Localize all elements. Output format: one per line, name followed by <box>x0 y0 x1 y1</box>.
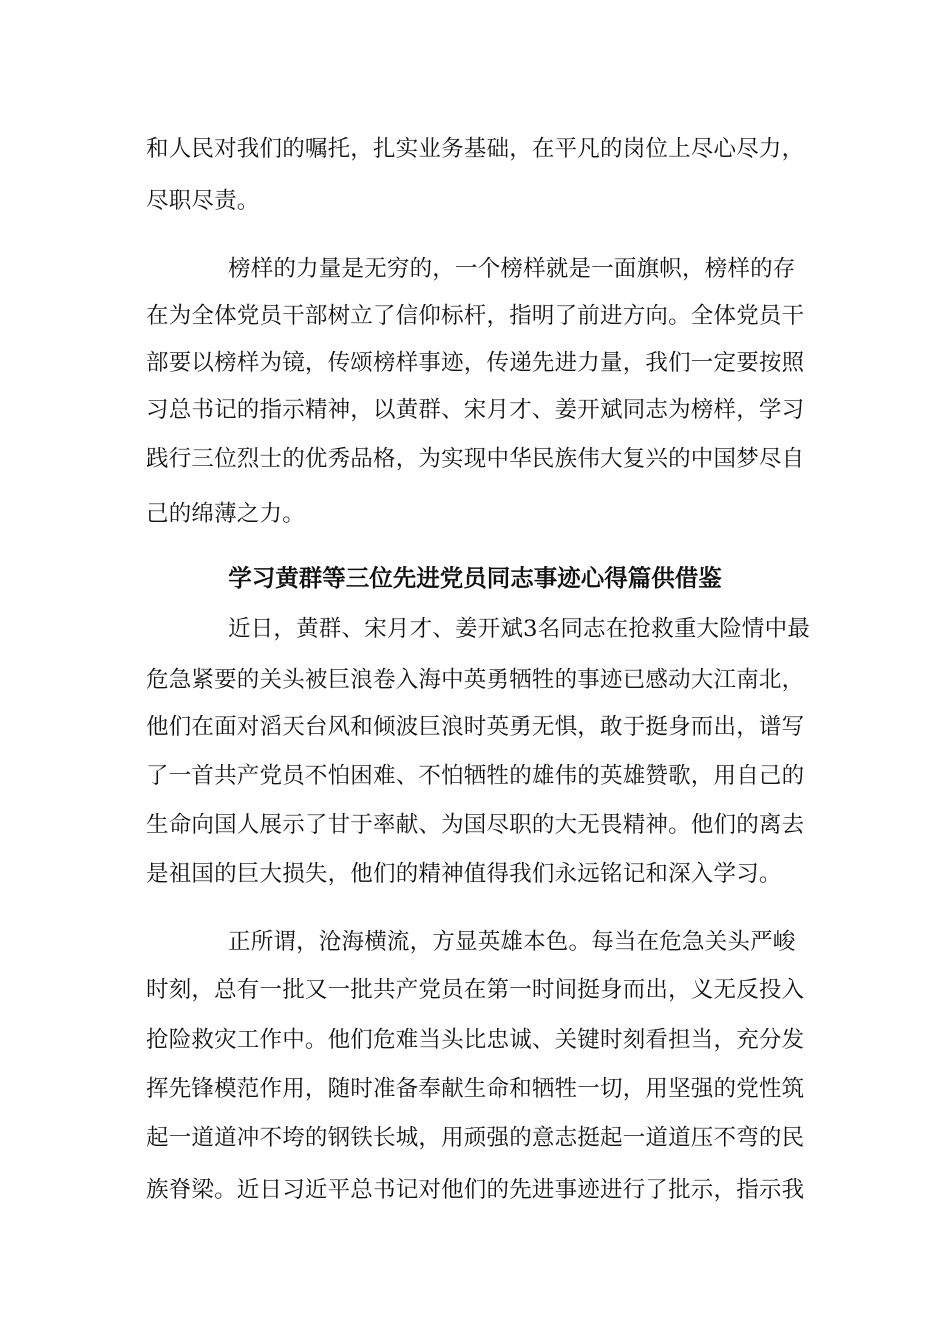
paragraph-4-line-1: 正所谓，沧海横流，方显英雄本色。每当在危急关头严峻 <box>228 929 796 955</box>
paragraph-2-line-4: 习总书记的指示精神，以黄群、宋月才、姜开斌同志为榜样，学习 <box>146 397 805 423</box>
paragraph-4-line-3: 抢险救灾工作中。他们危难当头比忠诚、关键时刻看担当，充分发 <box>146 1027 805 1053</box>
paragraph-4-line-2: 时刻，总有一批又一批共产党员在第一时间挺身而出，义无反投入 <box>146 977 805 1003</box>
paragraph-2-line-1: 榜样的力量是无穷的，一个榜样就是一面旗帜，榜样的存 <box>228 256 796 282</box>
paragraph-1-line-1: 和人民对我们的嘱托，扎实业务基础，在平凡的岗位上尽心尽力， <box>146 136 805 162</box>
section-title: 学习黄群等三位先进党员同志事迹心得篇供借鉴 <box>228 564 722 592</box>
paragraph-2-line-5: 践行三位烈士的优秀品格，为实现中华民族伟大复兴的中国梦尽自 <box>146 446 805 472</box>
paragraph-2-line-2: 在为全体党员干部树立了信仰标杆，指明了前进方向。全体党员干 <box>146 303 805 329</box>
paragraph-3-line-4: 了一首共产党员不怕困难、不怕牺牲的雄伟的英雄赞歌，用自己的 <box>146 763 805 789</box>
paragraph-4-line-4: 挥先锋模范作用，随时准备奉献生命和牺牲一切，用坚强的党性筑 <box>146 1076 805 1102</box>
paragraph-4-line-6: 族脊梁。近日习近平总书记对他们的先进事迹进行了批示，指示我 <box>146 1177 805 1203</box>
paragraph-3-line-2: 危急紧要的关头被巨浪卷入海中英勇牺牲的事迹已感动大江南北， <box>146 667 805 693</box>
paragraph-2-line-3: 部要以榜样为镜，传颂榜样事迹，传递先进力量，我们一定要按照 <box>146 350 805 376</box>
paragraph-3-line-6: 是祖国的巨大损失，他们的精神值得我们永远铭记和深入学习。 <box>146 861 782 887</box>
paragraph-2-line-6: 己的绵薄之力。 <box>146 501 305 527</box>
paragraph-4-line-5: 起一道道冲不垮的钢铁长城，用顽强的意志挺起一道道压不弯的民 <box>146 1125 805 1151</box>
paragraph-1-line-2: 尽职尽责。 <box>146 188 260 214</box>
paragraph-3-line-1: 近日，黄群、宋月才、姜开斌3名同志在抢救重大险情中最 <box>228 616 811 642</box>
paragraph-3-line-3: 他们在面对滔天台风和倾波巨浪时英勇无惧，敢于挺身而出，谱写 <box>146 714 805 740</box>
paragraph-3-line-5: 生命向国人展示了甘于率献、为国尽职的大无畏精神。他们的离去 <box>146 812 805 838</box>
